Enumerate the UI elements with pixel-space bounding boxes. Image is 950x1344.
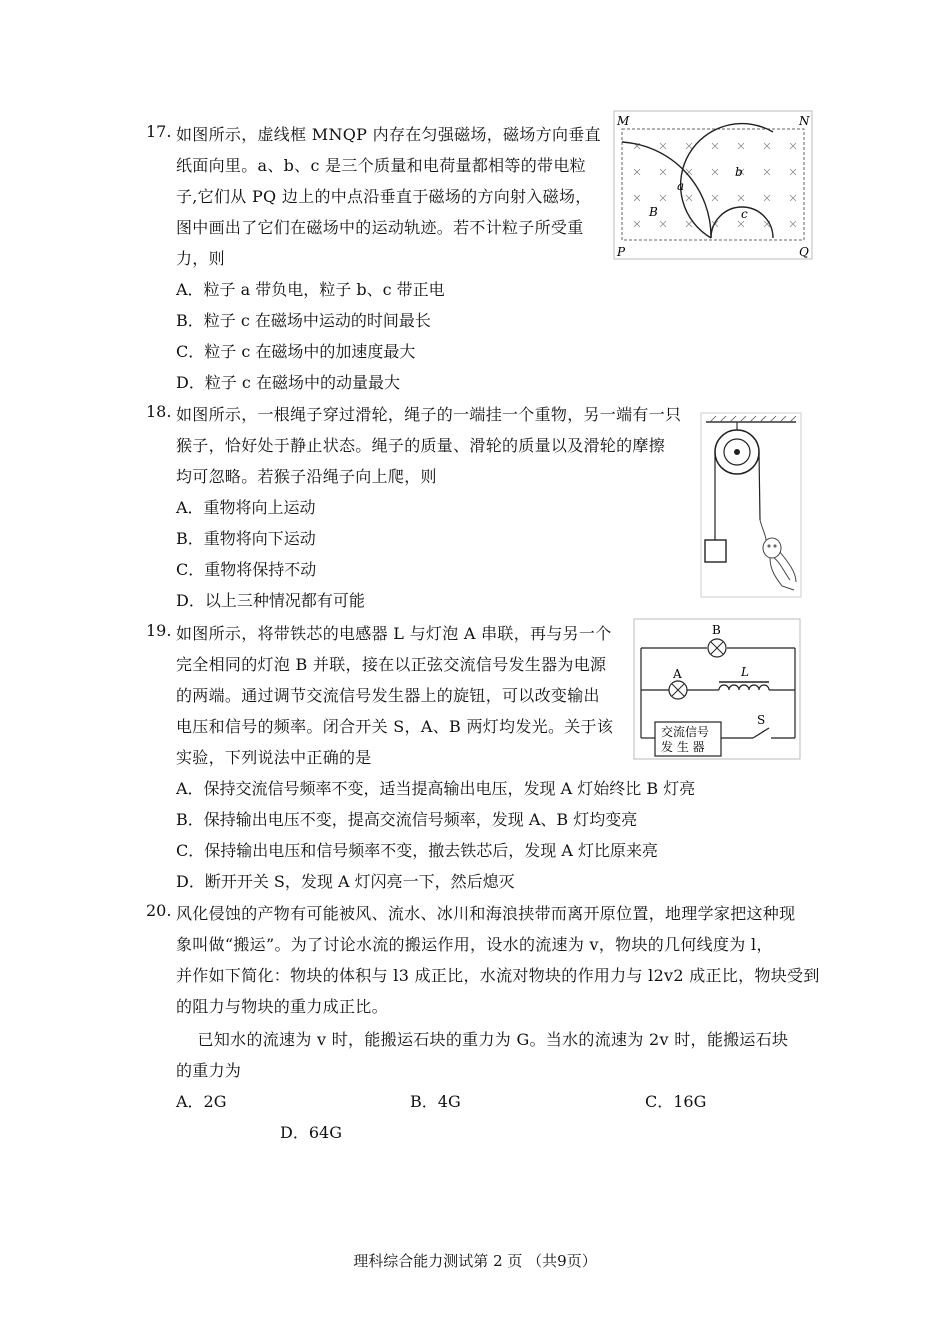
q20-option-a: A．2G xyxy=(176,1092,227,1111)
lamp-a-label: A xyxy=(673,667,682,681)
monkey-icon xyxy=(760,520,796,590)
q20-line-5: 已知水的流速为 v 时，能搬运石块的重力为 G。当水的流速为 2v 时，能搬运石块 xyxy=(176,1030,789,1049)
label-P: P xyxy=(617,245,626,259)
label-c: c xyxy=(741,207,748,221)
q18-line-2: 猴子，恰好处于静止状态。绳子的质量、滑轮的质量以及滑轮的摩擦 xyxy=(176,436,666,455)
q19-option-d: D．断开开关 S，发现 A 灯闪亮一下，然后熄灭 xyxy=(176,872,515,891)
q20-number: 20. xyxy=(146,901,172,920)
q17-line-5: 力，则 xyxy=(176,249,225,268)
q18-line-3: 均可忽略。若猴子沿绳子向上爬，则 xyxy=(176,467,437,486)
label-N: N xyxy=(799,114,810,128)
label-M: M xyxy=(617,114,630,128)
q20-line-6: 的重力为 xyxy=(176,1061,242,1080)
label-B: B xyxy=(649,205,658,219)
q17-magnetic-field-figure xyxy=(613,110,813,260)
q19-option-c: C．保持输出电压和信号频率不变，撤去铁芯后，发现 A 灯比原来亮 xyxy=(176,841,658,860)
q19-circuit-figure xyxy=(633,618,801,760)
label-b: b xyxy=(735,165,743,179)
inductor-label: L xyxy=(741,665,749,679)
q20-line-1: 风化侵蚀的产物有可能被风、流水、冰川和海浪挟带而离开原位置，地理学家把这种现 xyxy=(176,904,796,923)
label-Q: Q xyxy=(799,245,809,259)
q20-line-2: 象叫做“搬运”。为了讨论水流的搬运作用，设水的流速为 v，物块的几何线度为 l， xyxy=(176,935,773,954)
page-footer: 理科综合能力测试第 2 页 （共9页） xyxy=(353,1252,597,1270)
q17-option-b: B．粒子 c 在磁场中运动的时间最长 xyxy=(176,311,431,330)
generator-label-1: 交流信号 xyxy=(661,725,710,739)
q17-option-d: D．粒子 c 在磁场中的动量最大 xyxy=(176,373,400,392)
q20-line-4: 的阻力与物块的重力成正比。 xyxy=(176,997,388,1016)
q19-line-3: 的两端。通过调节交流信号发生器上的旋钮，可以改变输出 xyxy=(176,686,600,705)
q17-number: 17. xyxy=(146,122,172,141)
q19-option-a: A．保持交流信号频率不变，适当提高输出电压，发现 A 灯始终比 B 灯亮 xyxy=(176,779,696,798)
q17-line-1: 如图所示，虚线框 MNQP 内存在匀强磁场，磁场方向垂直 xyxy=(176,125,601,144)
q19-line-5: 实验，下列说法中正确的是 xyxy=(176,748,372,767)
q18-pulley-figure xyxy=(700,412,802,598)
q18-option-b: B．重物将向下运动 xyxy=(176,529,316,548)
q18-option-d: D．以上三种情况都有可能 xyxy=(176,591,365,610)
switch-label: S xyxy=(757,713,766,727)
q20-option-c: C．16G xyxy=(645,1092,707,1111)
label-a: a xyxy=(677,179,685,193)
q17-line-4: 图中画出了它们在磁场中的运动轨迹。若不计粒子所受重 xyxy=(176,218,584,237)
generator-label-2: 发 生 器 xyxy=(661,740,705,754)
q18-option-c: C．重物将保持不动 xyxy=(176,560,317,579)
lamp-b-label: B xyxy=(712,623,721,637)
q17-option-c: C．粒子 c 在磁场中的加速度最大 xyxy=(176,342,416,361)
q17-line-3: 子,它们从 PQ 边上的中点沿垂直于磁场的方向射入磁场， xyxy=(176,187,592,206)
q17-line-2: 纸面向里。a、b、c 是三个质量和电荷量都相等的带电粒 xyxy=(176,156,586,175)
q20-line-3: 并作如下简化：物块的体积与 l3 成正比，水流对物块的作用力与 l2v2 成正比，物块受到 xyxy=(176,966,820,985)
q19-line-4: 电压和信号的频率。闭合开关 S，A、B 两灯均发光。关于该 xyxy=(176,717,614,736)
q20-option-d: D．64G xyxy=(280,1123,342,1142)
q18-line-1: 如图所示，一根绳子穿过滑轮，绳子的一端挂一个重物，另一端有一只 xyxy=(176,405,682,424)
q19-line-1: 如图所示，将带铁芯的电感器 L 与灯泡 A 串联，再与另一个 xyxy=(176,624,612,643)
q18-option-a: A．重物将向上运动 xyxy=(176,498,316,517)
q17-option-a: A．粒子 a 带负电，粒子 b、c 带正电 xyxy=(176,280,445,299)
q18-number: 18. xyxy=(146,402,172,421)
q19-line-2: 完全相同的灯泡 B 并联，接在以正弦交流信号发生器为电源 xyxy=(176,655,607,674)
q19-option-b: B．保持输出电压不变，提高交流信号频率，发现 A、B 灯均变亮 xyxy=(176,810,638,829)
q19-number: 19. xyxy=(146,621,172,640)
q20-option-b: B．4G xyxy=(410,1092,461,1111)
